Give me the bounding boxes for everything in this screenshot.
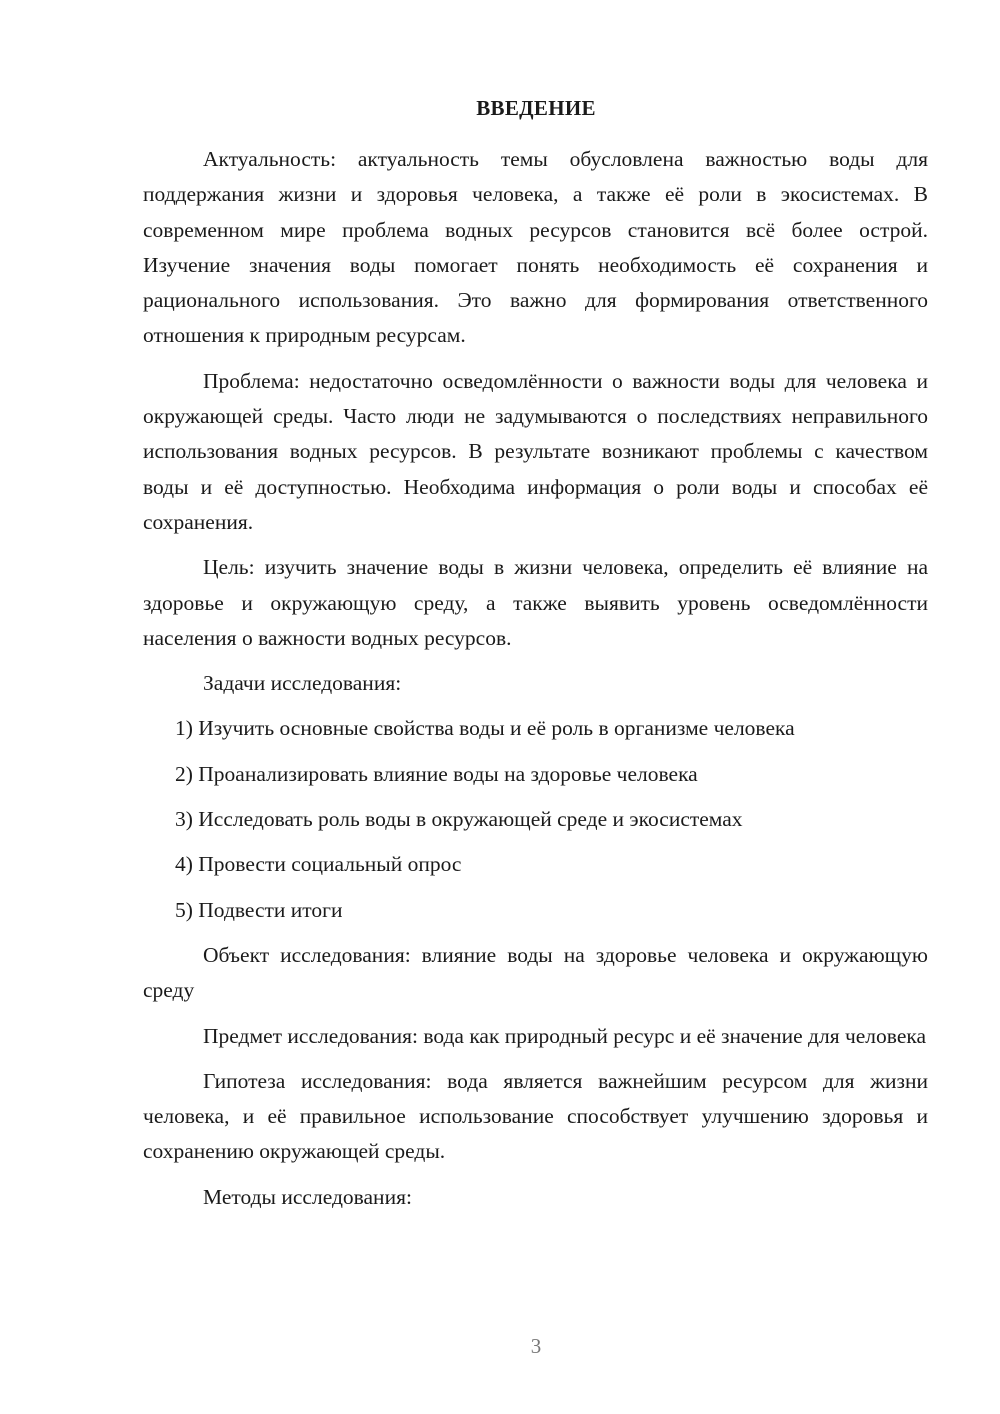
tasks-heading: Задачи исследования: <box>203 671 402 696</box>
task-item-5: 5) Подвести итоги <box>175 897 343 922</box>
task-item-1: 1) Изучить основные свойства воды и её роль в организме человека <box>175 716 795 741</box>
subject-paragraph: Предмет исследования: вода как природный ресурс и её значение для человека <box>203 1023 927 1048</box>
goal-paragraph: Цель: изучить значение воды в жизни человека, определить её влияние на здоровье и окружающую среду, а также выявить уровень осведомлённости населения о важности водных ресурсов. <box>143 555 928 650</box>
task-item-3: 3) Исследовать роль воды в окружающей среде и экосистемах <box>175 807 743 832</box>
object-paragraph: Объект исследования: влияние воды на здоровье человека и окружающую среду <box>143 942 928 1003</box>
relevance-paragraph: Актуальность: актуальность темы обусловлена важностью воды для поддержания жизни и здоровья человека, а также её роли в экосистемах. В современном мире проблема водных ресурсов становится всё более острой. Изучение значения воды помогает понять необходимость её сохранения и рационального использования. Это важно для формирования ответственного отношения к природным ресурсам. <box>143 147 928 348</box>
problem-paragraph: Проблема: недостаточно осведомлённости о важности воды для человека и окружающей среды. Часто люди не задумываются о последствиях неправильного использования водных ресурсов. В результате возникают проблемы с качеством воды и её доступностью. Необходима информация о роли воды и способах её сохранения. <box>143 368 928 534</box>
task-item-2: 2) Проанализировать влияние воды на здоровье человека <box>175 761 698 786</box>
task-item-4: 4) Провести социальный опрос <box>175 852 462 877</box>
hypothesis-paragraph: Гипотеза исследования: вода является важнейшим ресурсом для жизни человека, и её правильное использование способствует улучшению здоровья и сохранению окружающей среды. <box>143 1068 928 1164</box>
page-title: ВВЕДЕНИЕ <box>476 96 596 120</box>
document-body <box>143 142 928 1225</box>
page-number: 3 <box>530 1334 542 1358</box>
methods-heading: Методы исследования: <box>203 1184 412 1209</box>
